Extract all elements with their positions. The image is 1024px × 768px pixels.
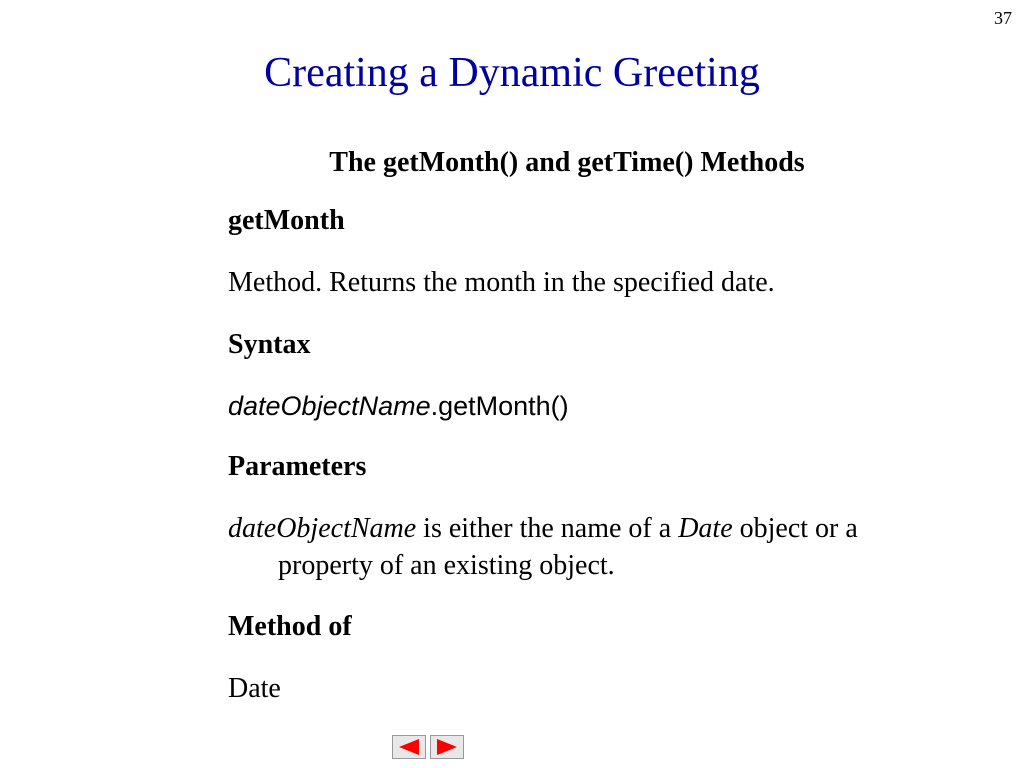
slide-number: 37 bbox=[994, 8, 1012, 28]
param-text-2: object or a property of an existing object. bbox=[278, 513, 858, 582]
next-slide-button[interactable] bbox=[430, 735, 464, 759]
right-arrow-icon bbox=[435, 739, 459, 755]
parameter-description bbox=[228, 511, 948, 585]
syntax-label: Syntax bbox=[228, 328, 311, 360]
syntax-line bbox=[228, 389, 948, 425]
section-heading: The getMonth() and getTime() Methods bbox=[329, 147, 805, 178]
method-name: getMonth bbox=[228, 205, 345, 236]
slide-title: Creating a Dynamic Greeting bbox=[264, 50, 760, 96]
parameters-label: Parameters bbox=[228, 451, 367, 483]
method-content bbox=[228, 203, 948, 733]
param-name: dateObjectName bbox=[228, 513, 417, 545]
method-of-value: Date bbox=[228, 673, 281, 705]
left-arrow-icon bbox=[397, 739, 421, 755]
method-of-label: Method of bbox=[228, 611, 352, 643]
param-type: Date bbox=[678, 513, 733, 545]
syntax-call: .getMonth() bbox=[430, 390, 569, 421]
previous-slide-button[interactable] bbox=[392, 735, 426, 759]
slide-navigation bbox=[392, 735, 464, 759]
param-text-1: is either the name of a bbox=[416, 513, 679, 545]
method-description: Method. Returns the month in the specified date. bbox=[228, 266, 775, 298]
syntax-object: dateObjectName bbox=[228, 390, 431, 421]
